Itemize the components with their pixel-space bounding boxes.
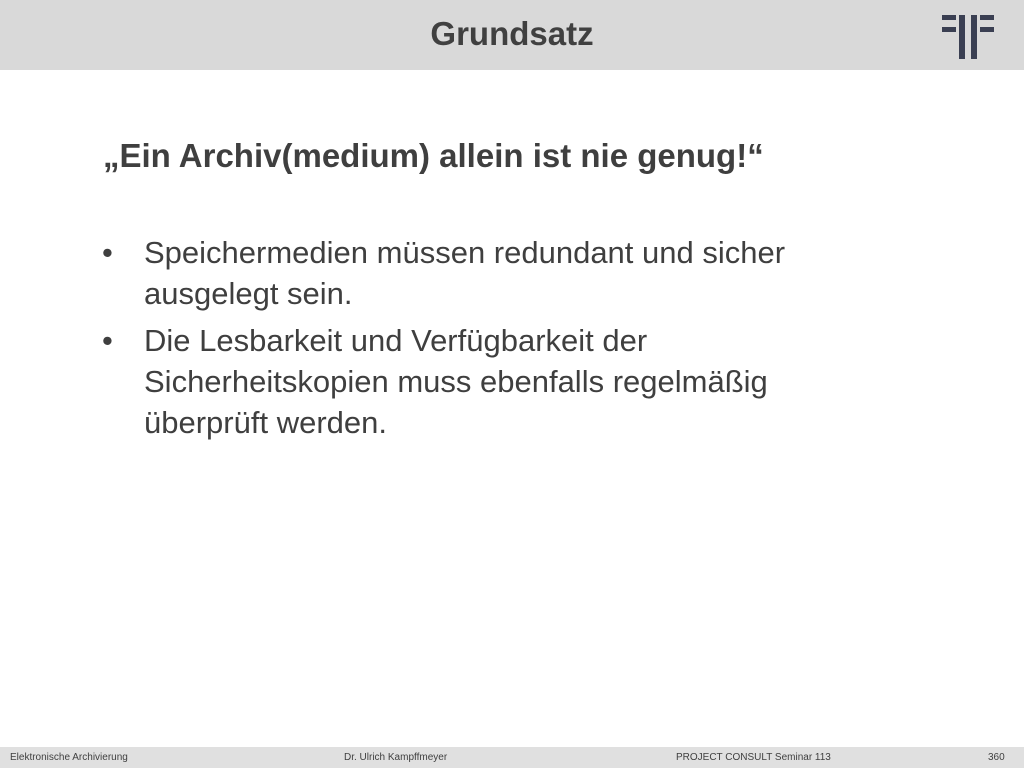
bullet-icon: • bbox=[102, 235, 113, 270]
bullet-icon: • bbox=[102, 323, 113, 358]
bullet-item bbox=[100, 232, 900, 314]
footer-seminar: PROJECT CONSULT Seminar 113 bbox=[676, 752, 831, 763]
slide-title: Grundsatz bbox=[430, 15, 594, 52]
page-number: 360 bbox=[988, 752, 1005, 763]
bullet-text: Speichermedien müssen redundant und sicher ausgelegt sein. bbox=[144, 235, 786, 311]
quote-heading: „Ein Archiv(medium) allein ist nie genug!“ bbox=[103, 137, 764, 174]
footer-author: Dr. Ulrich Kampffmeyer bbox=[344, 752, 448, 763]
bullet-item bbox=[100, 320, 900, 443]
bullet-list bbox=[100, 232, 900, 449]
footer-bar bbox=[0, 747, 1024, 768]
bullet-text: Die Lesbarkeit und Verfügbarkeit der Sicherheitskopien muss ebenfalls regelmäßig überprüft werden. bbox=[144, 323, 768, 440]
footer-course: Elektronische Archivierung bbox=[10, 752, 128, 763]
project-consult-logo bbox=[942, 15, 994, 59]
